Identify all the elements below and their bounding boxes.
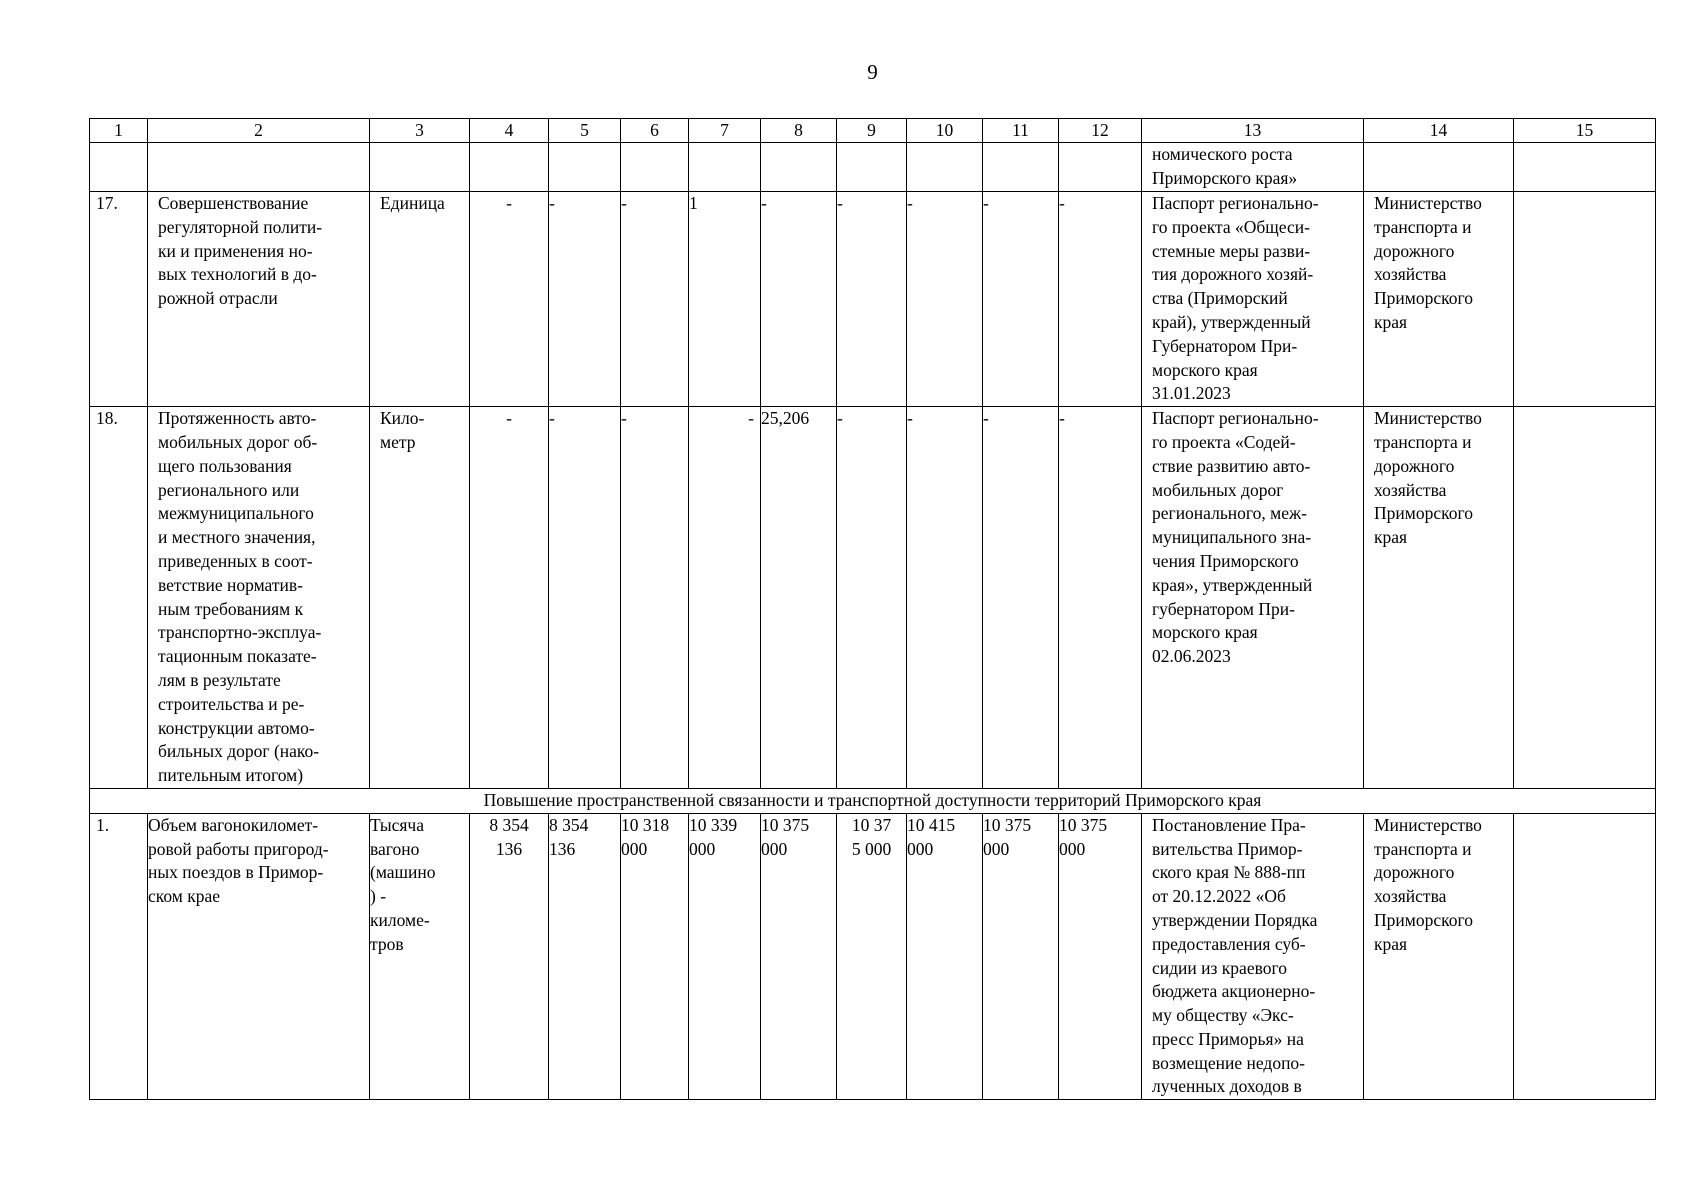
value-cell: 10 375 000 — [761, 813, 837, 1100]
section-title: Повышение пространственной связанности и транспортной доступности территорий Приморского края — [90, 788, 1656, 813]
doc-cell: Постановление Пра- вительства Примор- ского края № 888-пп от 20.12.2022 «Об утверждении Порядка предоставления суб- сидии из краевого бюджета акционерно- му обществу «Экс- пресс Приморья» на возмещение недопо- лученных доходов в — [1142, 813, 1364, 1100]
col-header: 12 — [1059, 119, 1142, 143]
indicator-name: Объем вагонокиломет- ровой работы пригород- ных поездов в Примор- ском крае — [148, 813, 370, 1100]
table-cell — [1364, 143, 1514, 192]
value-cell: - — [549, 407, 621, 789]
table-cell — [470, 143, 549, 192]
value-cell: 10 37 5 000 — [837, 813, 907, 1100]
col-header: 2 — [148, 119, 370, 143]
col-header: 14 — [1364, 119, 1514, 143]
indicators-table — [89, 118, 1656, 1100]
table-cell — [370, 143, 470, 192]
doc-cell: Паспорт регионально- го проекта «Общеси- стемные меры разви- тия дорожного хозяй- ства (Приморский край), утвержденный Губернатором При- морского края 31.01.2023 — [1142, 192, 1364, 407]
header-row — [90, 119, 1656, 143]
table-cell — [761, 143, 837, 192]
value-cell: - — [837, 407, 907, 789]
value-cell: 25,206 — [761, 407, 837, 789]
table-cell — [621, 143, 689, 192]
table-cell — [1514, 407, 1656, 789]
doc-cell: номического роста Приморского края» — [1142, 143, 1364, 192]
indicator-name: Совершенствование регуляторной полити- ки и применения но- вых технологий в до- рожной отрасли — [148, 192, 370, 407]
col-header: 3 — [370, 119, 470, 143]
value-cell: 8 354 136 — [549, 813, 621, 1100]
value-cell: 10 375 000 — [983, 813, 1059, 1100]
responsible-cell: Министерство транспорта и дорожного хозяйства Приморского края — [1364, 192, 1514, 407]
value-cell: - — [470, 192, 549, 407]
table-row-18 — [90, 407, 1656, 789]
value-cell: - — [907, 407, 983, 789]
responsible-cell: Министерство транспорта и дорожного хозяйства Приморского края — [1364, 407, 1514, 789]
table-cell — [983, 143, 1059, 192]
unit-cell: Тысяча вагоно (машино ) - киломе- тров — [370, 813, 470, 1100]
table-cell — [1514, 192, 1656, 407]
value-cell: 8 354 136 — [470, 813, 549, 1100]
value-cell: - — [837, 192, 907, 407]
row-number: 1. — [90, 813, 148, 1100]
table-cell — [1514, 813, 1656, 1100]
col-header: 10 — [907, 119, 983, 143]
value-cell: - — [621, 407, 689, 789]
col-header: 7 — [689, 119, 761, 143]
table-cell — [549, 143, 621, 192]
value-cell: - — [983, 192, 1059, 407]
value-cell: 1 — [689, 192, 761, 407]
value-cell: 10 415 000 — [907, 813, 983, 1100]
col-header: 13 — [1142, 119, 1364, 143]
table-cell — [907, 143, 983, 192]
col-header: 5 — [549, 119, 621, 143]
value-cell: 10 318 000 — [621, 813, 689, 1100]
table-row-17 — [90, 192, 1656, 407]
value-cell: 10 375 000 — [1059, 813, 1142, 1100]
responsible-cell: Министерство транспорта и дорожного хозяйства Приморского края — [1364, 813, 1514, 1100]
table-row-1 — [90, 813, 1656, 1100]
col-header: 1 — [90, 119, 148, 143]
value-cell: - — [907, 192, 983, 407]
indicator-name: Протяженность авто- мобильных дорог об- щего пользования регионального или межмуниципального и местного значения, приведенных в соот- ветствие норматив- ным требованиям к транспортно-эксплуа- тационным показате- лям в результате строительства и ре- конструкции автомо- бильных дорог (нако- пительным итогом) — [148, 407, 370, 789]
col-header: 4 — [470, 119, 549, 143]
value-cell: - — [983, 407, 1059, 789]
value-cell: - — [549, 192, 621, 407]
table-cell — [1514, 143, 1656, 192]
value-cell: - — [761, 192, 837, 407]
doc-cell: Паспорт регионально- го проекта «Содей- ствие развитию авто- мобильных дорог регионального, меж- муниципального зна- чения Приморского края», утвержденный губернатором При- морского края 02.06.2023 — [1142, 407, 1364, 789]
col-header: 8 — [761, 119, 837, 143]
table-cell — [148, 143, 370, 192]
value-cell: - — [1059, 407, 1142, 789]
page-number: 9 — [867, 60, 878, 84]
row-number: 17. — [90, 192, 148, 407]
table-row-continuation — [90, 143, 1656, 192]
col-header: 15 — [1514, 119, 1656, 143]
value-cell: 10 339 000 — [689, 813, 761, 1100]
value-cell: - — [470, 407, 549, 789]
value-cell: - — [621, 192, 689, 407]
col-header: 6 — [621, 119, 689, 143]
section-header-row — [90, 788, 1656, 813]
table-cell — [90, 143, 148, 192]
table-cell — [1059, 143, 1142, 192]
value-cell: - — [1059, 192, 1142, 407]
table-cell — [837, 143, 907, 192]
value-cell: - — [689, 407, 761, 789]
unit-cell: Единица — [370, 192, 470, 407]
row-number: 18. — [90, 407, 148, 789]
col-header: 9 — [837, 119, 907, 143]
table-cell — [689, 143, 761, 192]
col-header: 11 — [983, 119, 1059, 143]
unit-cell: Кило- метр — [370, 407, 470, 789]
